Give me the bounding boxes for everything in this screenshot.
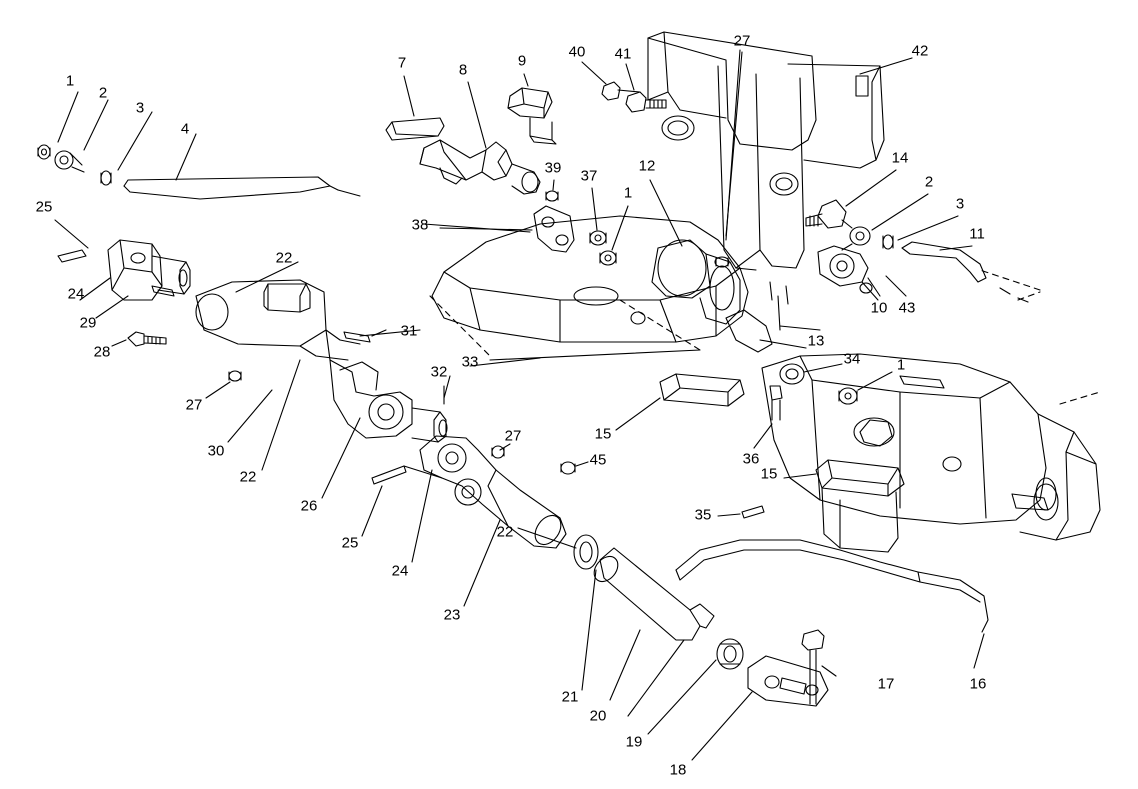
callout-number: 12 xyxy=(638,157,656,175)
callout-number: 2 xyxy=(924,173,934,191)
part-14-rod xyxy=(806,200,846,228)
part-28-bolt xyxy=(128,332,166,346)
callout-number: 34 xyxy=(843,350,861,368)
callout-number: 17 xyxy=(877,675,895,693)
part-27-washer-mid xyxy=(492,446,504,458)
part-27-washer-left xyxy=(229,371,241,381)
part-1-mid-nut xyxy=(600,251,616,265)
callout-number: 7 xyxy=(397,54,407,72)
part-4-left-rod xyxy=(124,177,360,199)
callout-number: 1 xyxy=(623,184,633,202)
part-19-bushing xyxy=(717,639,743,669)
callout-number: 15 xyxy=(594,425,612,443)
part-24-clevis xyxy=(108,240,190,300)
callout-number: 30 xyxy=(207,442,225,460)
part-34-bushing xyxy=(780,364,804,384)
callout-number: 27 xyxy=(185,396,203,414)
callout-number: 4 xyxy=(180,120,190,138)
part-17-bolt xyxy=(802,630,824,704)
callout-number: 22 xyxy=(239,468,257,486)
callout-number: 29 xyxy=(79,314,97,332)
callout-number: 22 xyxy=(275,249,293,267)
callout-number: 10 xyxy=(870,299,888,317)
part-1-right-nut xyxy=(839,388,857,404)
callout-number: 38 xyxy=(411,216,429,234)
part-22-upper-tube xyxy=(196,280,360,360)
part-43-washer xyxy=(860,283,872,293)
callout-number: 18 xyxy=(669,761,687,779)
part-9-cap xyxy=(508,88,556,144)
callout-number: 26 xyxy=(300,497,318,515)
callout-number: 33 xyxy=(461,353,479,371)
callout-number: 35 xyxy=(694,506,712,524)
callout-number: 32 xyxy=(430,363,448,381)
callout-number: 3 xyxy=(955,195,965,213)
part-22-lower-bushing xyxy=(574,535,598,569)
part-16-rod xyxy=(676,540,988,632)
callout-number: 1 xyxy=(896,356,906,374)
callout-number: 27 xyxy=(733,32,751,50)
callout-number: 25 xyxy=(35,198,53,216)
frame-right-body xyxy=(762,350,1100,540)
part-2-left-rod-end xyxy=(55,151,84,172)
part-36-pin xyxy=(770,386,782,420)
callout-number: 14 xyxy=(891,149,909,167)
callout-number: 21 xyxy=(561,688,579,706)
callout-number: 13 xyxy=(807,332,825,350)
part-31-pin xyxy=(344,332,370,342)
part-45-washer xyxy=(561,462,575,474)
callout-number: 20 xyxy=(589,707,607,725)
part-23-link-arm xyxy=(372,436,566,549)
callout-number: 37 xyxy=(580,167,598,185)
callout-number: 25 xyxy=(341,534,359,552)
callout-number: 31 xyxy=(400,322,418,340)
callout-number: 2 xyxy=(98,84,108,102)
callout-number: 36 xyxy=(742,450,760,468)
part-35-pin xyxy=(742,506,764,518)
part-25-left-pin xyxy=(58,250,86,262)
part-7-grip xyxy=(386,118,444,140)
callout-number: 3 xyxy=(135,99,145,117)
callout-number: 24 xyxy=(67,285,85,303)
part-15-pad-right xyxy=(816,460,904,552)
part-15-pad-left xyxy=(660,374,744,406)
part-1-left-nut xyxy=(38,145,50,159)
part-3-right-washer xyxy=(883,235,893,249)
part-38-bracket xyxy=(534,206,574,252)
callout-number: 27 xyxy=(504,427,522,445)
part-11-rod xyxy=(902,242,1028,302)
part-21-tube xyxy=(589,548,714,640)
callout-number: 8 xyxy=(458,61,468,79)
part-2-right-rod-end xyxy=(842,220,870,250)
callout-number: 28 xyxy=(93,343,111,361)
part-42-panel xyxy=(648,32,884,330)
part-40-bolt xyxy=(602,82,640,100)
part-12-cylinder xyxy=(652,240,740,324)
callout-number: 43 xyxy=(898,299,916,317)
part-37-nut xyxy=(590,231,606,245)
callout-number: 41 xyxy=(614,45,632,63)
part-39-washer xyxy=(546,191,558,201)
callout-number: 22 xyxy=(496,523,514,541)
callout-number: 24 xyxy=(391,562,409,580)
callout-number: 16 xyxy=(969,675,987,693)
callout-number: 23 xyxy=(443,606,461,624)
callout-number: 40 xyxy=(568,43,586,61)
callout-number: 19 xyxy=(625,733,643,751)
callout-number: 1 xyxy=(65,72,75,90)
callout-number: 9 xyxy=(517,52,527,70)
callout-number: 11 xyxy=(969,225,985,243)
part-26-arm xyxy=(330,360,447,442)
part-8-rod xyxy=(420,140,540,194)
part-13-bracket xyxy=(726,310,772,352)
callout-number: 42 xyxy=(911,42,929,60)
callout-number: 39 xyxy=(544,159,562,177)
callout-number: 45 xyxy=(589,451,607,469)
part-3-left-washer xyxy=(101,171,111,185)
callout-number: 15 xyxy=(760,465,778,483)
